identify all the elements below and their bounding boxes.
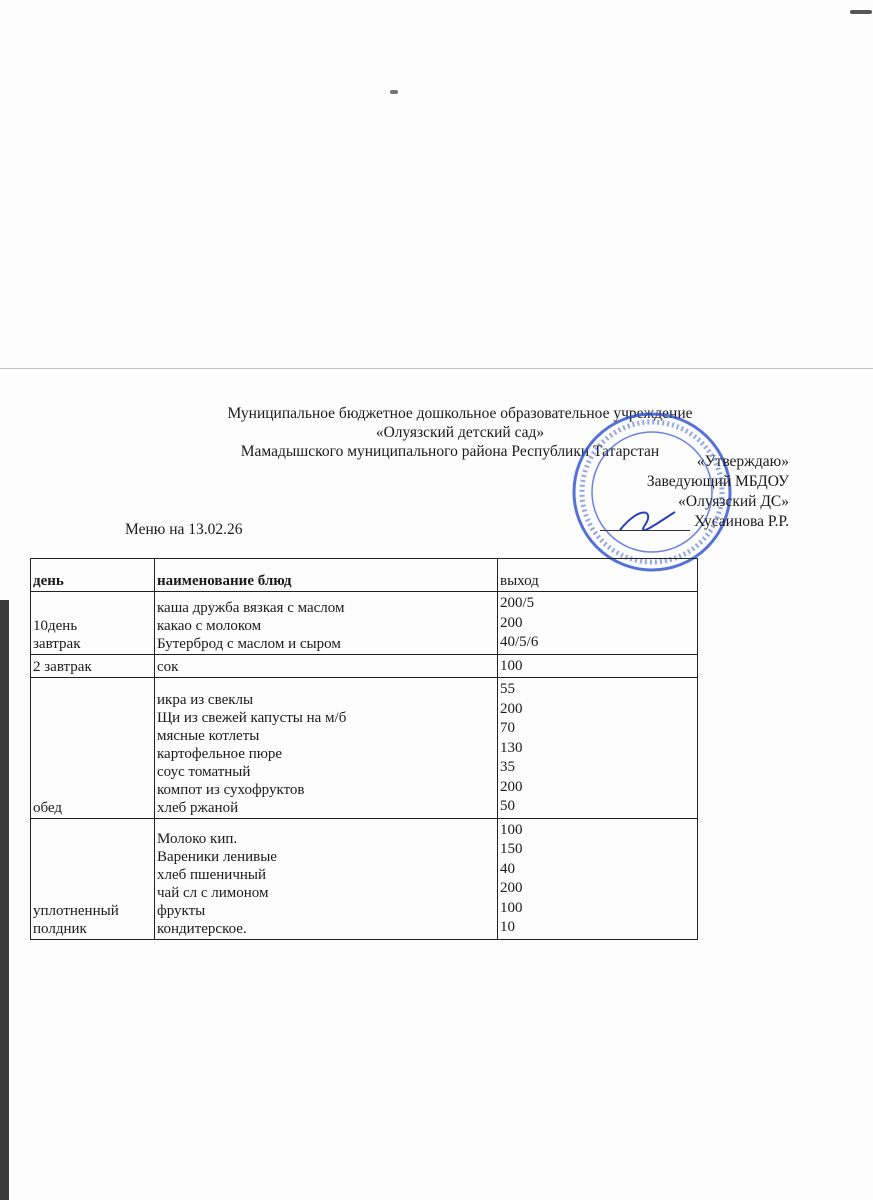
yield-line: 150: [500, 841, 523, 857]
scan-speck: [390, 90, 398, 94]
column-header-dish: наименование блюд: [155, 559, 498, 592]
yield-line: 200: [500, 700, 523, 717]
meal-line: полдник: [33, 920, 87, 937]
menu-title: Меню на 13.02.26: [125, 521, 243, 538]
meal-cell: [31, 818, 155, 939]
yield-line: 35: [500, 759, 515, 775]
dishes-cell: [155, 678, 498, 819]
yield-line: 40/5/6: [500, 634, 539, 650]
table-row: [31, 654, 698, 678]
yield-line: 200: [500, 778, 523, 795]
meal-line: завтрак: [33, 635, 81, 652]
dishes-line: икра из свеклы: [157, 691, 254, 708]
dishes-line: хлеб пшеничный: [157, 866, 266, 883]
scan-speck: [850, 10, 872, 14]
dishes-line: компот из сухофруктов: [157, 781, 305, 798]
dishes-line: кондитерское.: [157, 920, 247, 937]
dishes-line: фрукты: [157, 902, 206, 919]
meal-cell: [31, 592, 155, 655]
org-name-line2: «Олуязский детский сад»: [375, 424, 545, 441]
dishes-line: Щи из свежей капусты на м/б: [157, 709, 347, 726]
dishes-line: Вареники ленивые: [157, 848, 277, 865]
meal-cell: [31, 654, 155, 678]
scan-page-edge: [0, 368, 873, 369]
org-name-line1: Муниципальное бюджетное дошкольное образовательное учреждение: [227, 405, 693, 422]
table-row: [31, 592, 698, 655]
dishes-line: мясные котлеты: [157, 727, 260, 744]
yield-line: 100: [500, 899, 523, 916]
dishes-cell: [155, 818, 498, 939]
yield-line: 200: [500, 614, 523, 631]
yield-cell: [498, 818, 698, 939]
yield-line: 200: [500, 880, 523, 896]
yield-line: 50: [500, 798, 515, 814]
yield-line: 10: [500, 919, 515, 935]
dishes-line: сок: [157, 659, 179, 675]
yield-cell: [498, 592, 698, 655]
dishes-line: картофельное пюре: [157, 745, 283, 762]
yield-line: 200/5: [500, 595, 535, 611]
dishes-line: каша дружба вязкая с маслом: [157, 599, 345, 616]
column-header-yield: выход: [498, 559, 698, 592]
menu-table: [30, 558, 698, 940]
yield-line: 100: [500, 657, 523, 674]
yield-line: 70: [500, 720, 515, 736]
approval-heading: «Утверждаю»: [696, 453, 789, 470]
yield-line: 55: [500, 681, 515, 697]
meal-line: 2 завтрак: [33, 659, 92, 675]
approval-position: Заведующий МБДОУ: [646, 473, 789, 490]
meal-line: уплотненный: [33, 902, 119, 919]
dishes-line: хлеб ржаной: [157, 799, 239, 816]
org-name-line3: Мамадышского муниципального района Республики Татарстан: [240, 443, 660, 460]
approval-org: «Олуязский ДС»: [678, 493, 789, 510]
table-row: [31, 678, 698, 819]
dishes-line: Бутерброд с маслом и сыром: [157, 635, 341, 652]
yield-cell: [498, 678, 698, 819]
dishes-line: какао с молоком: [157, 617, 262, 634]
meal-line: обед: [33, 799, 63, 816]
meal-line: 10день: [33, 617, 78, 634]
table-header-row: [31, 559, 698, 592]
yield-line: 40: [500, 860, 515, 877]
dishes-cell: [155, 592, 498, 655]
yield-line: 130: [500, 739, 523, 756]
yield-cell: [498, 654, 698, 678]
approval-signatory: Хусаинова Р.Р.: [694, 513, 789, 530]
column-header-day: день: [31, 559, 155, 592]
scan-border: [0, 600, 9, 1200]
signature-line: [600, 530, 690, 531]
dishes-line: Молоко кип.: [157, 830, 238, 847]
yield-line: 100: [500, 821, 523, 838]
dishes-line: соус томатный: [157, 763, 251, 780]
meal-cell: [31, 678, 155, 819]
table-row: [31, 818, 698, 939]
dishes-cell: [155, 654, 498, 678]
dishes-line: чай сл с лимоном: [157, 884, 269, 901]
